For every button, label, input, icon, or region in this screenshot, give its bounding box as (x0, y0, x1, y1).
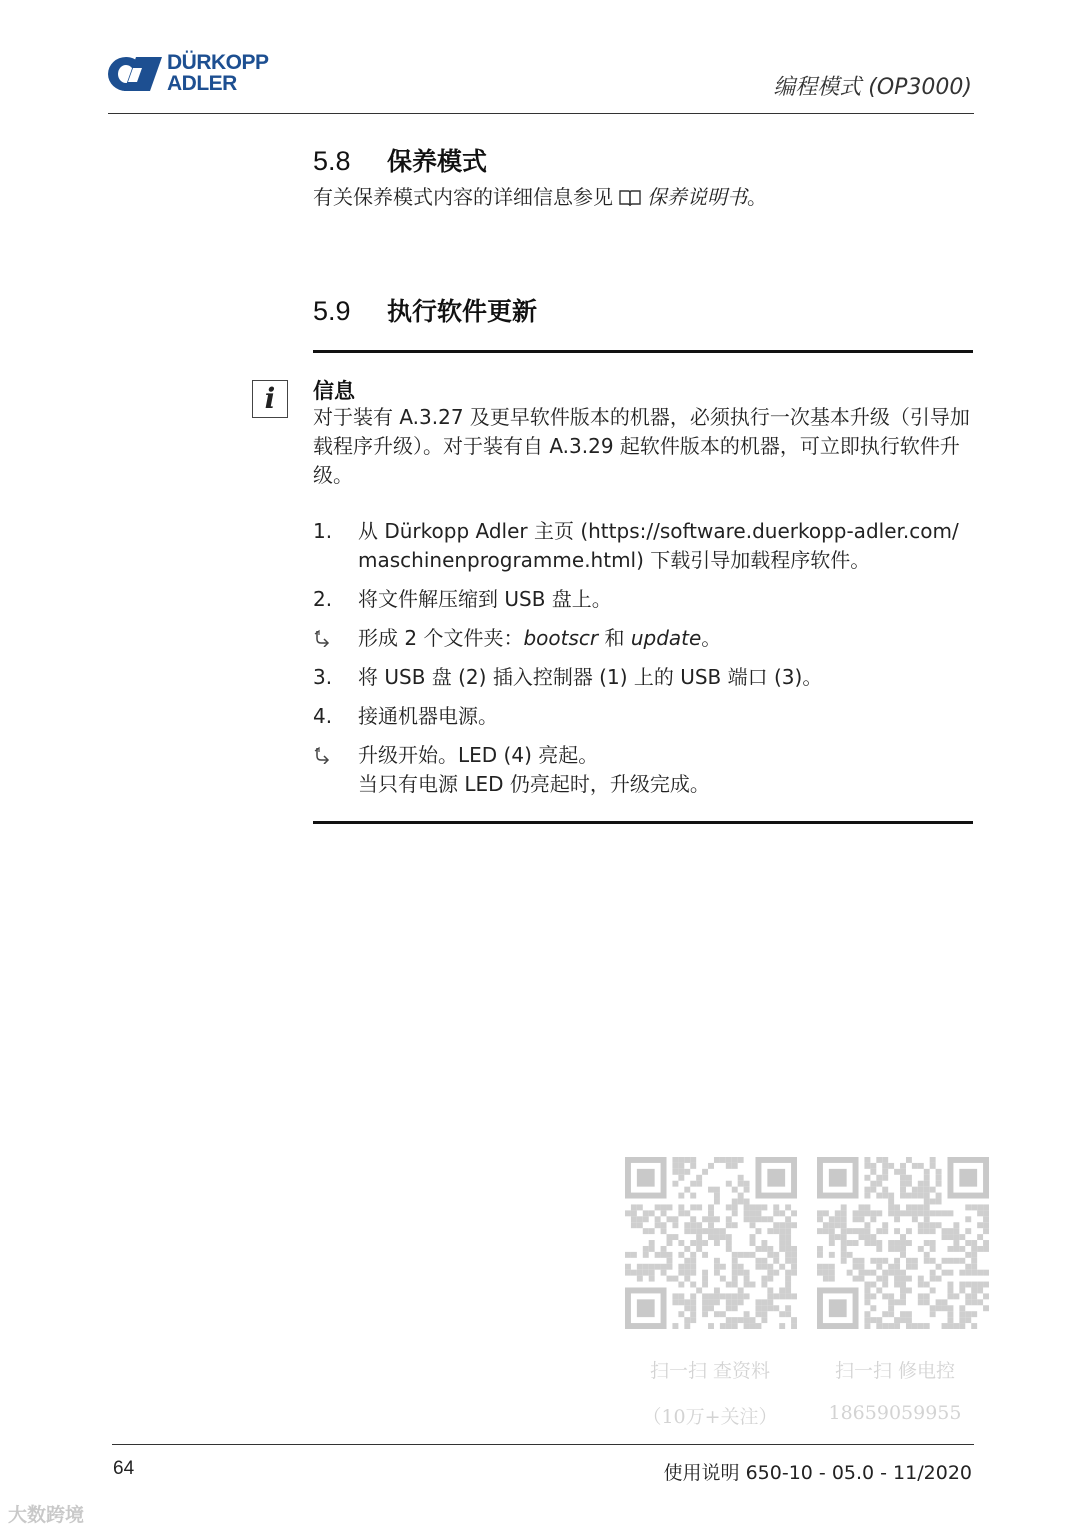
duerkopp-adler-logo-icon (106, 54, 162, 94)
step-text-line: 当只有电源 LED 仍亮起时，升级完成。 (358, 772, 710, 796)
header-divider (108, 113, 974, 114)
qr-right-subcaption: 18659059955 (828, 1402, 962, 1424)
section-number: 5.8 (313, 146, 351, 176)
step-text-line: 将文件解压缩到 USB 盘上。 (358, 587, 612, 611)
list-item (313, 702, 975, 731)
info-box-bottom-rule (313, 821, 973, 824)
paragraph-text: 有关保养模式内容的详细信息参见 (313, 185, 613, 209)
folder-name: bootscr (523, 626, 599, 650)
paragraph-end: 。 (747, 185, 767, 209)
info-title: 信息 (313, 379, 355, 403)
qr-code-right (817, 1157, 989, 1329)
step-number: 3. (313, 665, 333, 689)
section-number: 5.9 (313, 296, 351, 326)
list-item (313, 517, 975, 575)
step-text-line: maschinenprogramme.html) 下载引导加载程序软件。 (358, 548, 871, 572)
qr-code-left (625, 1157, 797, 1329)
info-body: 对于装有 A.3.27 及更早软件版本的机器，必须执行一次基本升级（引导加载程序升级）。对于装有自 A.3.29 起软件版本的机器，可立即执行软件升级。 (313, 405, 970, 487)
step-text-line: 从 Dürkopp Adler 主页 (https://software.duerkopp-adler.com/ (358, 519, 959, 543)
section-5-8-paragraph (313, 183, 767, 212)
result-arrow-icon (313, 624, 353, 653)
footer-divider (112, 1444, 974, 1445)
step-number: 1. (313, 519, 333, 543)
qr-left-subcaption: （10万+关注） (642, 1406, 778, 1428)
result-text: 形成 2 个文件夹： (358, 626, 524, 650)
info-box-top-rule (313, 350, 973, 353)
document-info: 使用说明 650-10 - 05.0 - 11/2020 (663, 1462, 972, 1484)
logo-line1: DÜRKOPP (167, 51, 269, 74)
qr-right-caption: 扫一扫 修电控 (834, 1360, 956, 1382)
folder-name: update (630, 626, 702, 650)
section-heading-5-9 (313, 292, 537, 328)
list-item (313, 585, 975, 614)
section-title: 执行软件更新 (387, 297, 538, 326)
list-item (313, 663, 975, 692)
info-icon: i (252, 380, 288, 418)
brand-logo-text (167, 52, 269, 94)
logo-line2: ADLER (167, 72, 237, 95)
page-number: 64 (113, 1458, 135, 1479)
list-item (313, 741, 975, 799)
steps-list (313, 517, 975, 809)
result-arrow-icon (313, 741, 353, 770)
step-number: 4. (313, 704, 333, 728)
section-heading-5-8 (313, 142, 487, 178)
section-title: 保养模式 (387, 147, 488, 176)
result-text: 。 (701, 626, 722, 650)
step-text-line: 升级开始。LED (4) 亮起。 (358, 743, 599, 767)
step-number: 2. (313, 587, 333, 611)
manual-reference: 保养说明书 (647, 185, 747, 209)
qr-left-caption: 扫一扫 查资料 (649, 1360, 771, 1382)
book-icon (619, 189, 641, 206)
list-item (313, 624, 975, 653)
step-text-line: 接通机器电源。 (358, 704, 498, 728)
step-text-line (358, 624, 975, 653)
step-text-line: 将 USB 盘 (2) 插入控制器 (1) 上的 USB 端口 (3)。 (358, 665, 823, 689)
result-text: 和 (598, 626, 631, 650)
watermark-text: 大数跨境 (8, 1504, 85, 1526)
running-header-title: 编程模式 (OP3000) (773, 75, 972, 100)
